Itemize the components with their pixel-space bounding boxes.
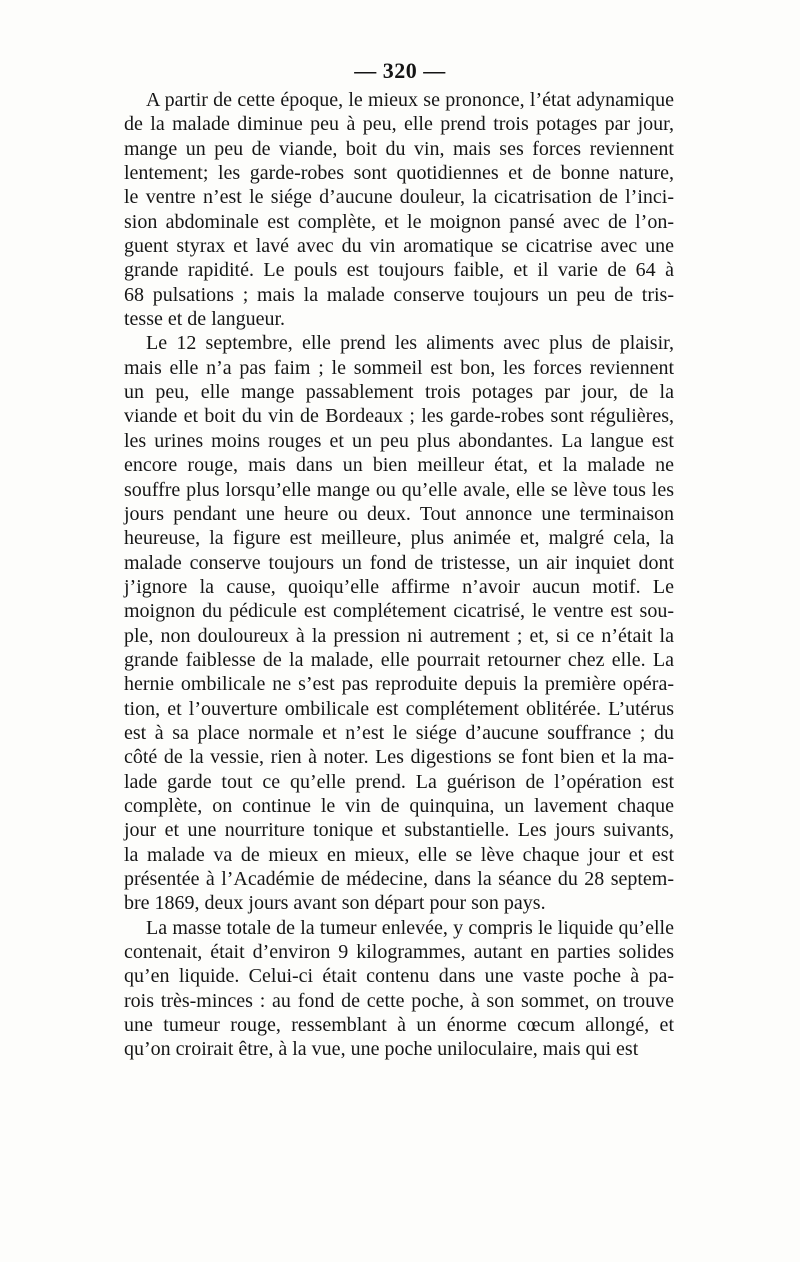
paragraph <box>124 916 674 1062</box>
text-line: souffre plus lorsqu’elle mange ou qu’elle avale, elle se lève tous les <box>124 478 674 501</box>
text-line: Le 12 septembre, elle prend les aliments avec plus de plaisir, <box>146 332 674 355</box>
text-line: lade garde tout ce qu’elle prend. La guérison de l’opération est <box>124 770 674 793</box>
paragraph-container <box>124 88 674 1062</box>
text-line: encore rouge, mais dans un bien meilleur état, et la malade ne <box>124 454 674 477</box>
paragraph <box>124 331 674 915</box>
text-line: les urines moins rouges et un peu plus abondantes. La langue est <box>124 429 674 452</box>
text-line: bre 1869, deux jours avant son départ pour son pays. <box>124 892 546 915</box>
text-line: côté de la vessie, rien à noter. Les digestions se font bien et la ma- <box>124 746 674 769</box>
text-line: de la malade diminue peu à peu, elle prend trois potages par jour, <box>124 113 674 136</box>
paragraph <box>124 88 674 331</box>
text-line: la malade va de mieux en mieux, elle se lève chaque jour et est <box>124 843 674 866</box>
text-line: contenait, était d’environ 9 kilogrammes, autant en parties solides <box>124 941 674 964</box>
text-line: complète, on continue le vin de quinquina, un lavement chaque <box>124 794 674 817</box>
text-line: tion, et l’ouverture ombilicale est complétement oblitérée. L’utérus <box>124 697 674 720</box>
text-line: hernie ombilicale ne s’est pas reproduite depuis la première opéra- <box>124 673 674 696</box>
text-line: jours pendant une heure ou deux. Tout annonce une terminaison <box>124 502 674 525</box>
text-line: rois très-minces : au fond de cette poche, à son sommet, on trouve <box>124 989 674 1012</box>
text-line: heureuse, la figure est meilleure, plus animée et, malgré cela, la <box>124 527 674 550</box>
page-number: — 320 — <box>354 58 446 83</box>
text-line: tesse et de langueur. <box>124 308 286 331</box>
text-line: viande et boit du vin de Bordeaux ; les garde-robes sont régulières, <box>124 405 674 428</box>
text-line: sion abdominale est complète, et le moignon pansé avec de l’on- <box>124 210 674 233</box>
text-line: qu’on croirait être, à la vue, une poche uniloculaire, mais qui est <box>124 1038 639 1061</box>
text-line: une tumeur rouge, ressemblant à un énorme cœcum allongé, et <box>124 1014 674 1037</box>
text-line: mange un peu de viande, boit du vin, mais ses forces reviennent <box>124 137 674 160</box>
text-line: le ventre n’est le siége d’aucune douleur, la cicatrisation de l’inci- <box>124 186 674 209</box>
text-line: La masse totale de la tumeur enlevée, y compris le liquide qu’elle <box>146 916 674 939</box>
text-line: malade conserve toujours un fond de tristesse, un air inquiet dont <box>124 551 674 574</box>
text-line: jour et une nourriture tonique et substantielle. Les jours suivants, <box>124 819 674 842</box>
text-line: 68 pulsations ; mais la malade conserve toujours un peu de tris- <box>124 283 674 306</box>
text-line: A partir de cette époque, le mieux se prononce, l’état adynamique <box>146 89 674 111</box>
text-line: grande faiblesse de la malade, elle pourrait retourner chez elle. La <box>124 648 674 671</box>
text-line: qu’en liquide. Celui-ci était contenu dans une vaste poche à pa- <box>124 965 674 988</box>
text-line: présentée à l’Académie de médecine, dans la séance du 28 septem- <box>124 868 674 890</box>
text-line: guent styrax et lavé avec du vin aromatique se cicatrise avec une <box>124 235 674 258</box>
text-line: ple, non douloureux à la pression ni autrement ; et, si ce n’était la <box>124 624 674 647</box>
text-line: est à sa place normale et n’est le siége d’aucune souffrance ; du <box>124 721 674 744</box>
text-line: un peu, elle mange passablement trois potages par jour, de la <box>124 381 674 404</box>
text-line: mais elle n’a pas faim ; le sommeil est bon, les forces reviennent <box>124 356 674 379</box>
text-line: lentement; les garde-robes sont quotidiennes et de bonne nature, <box>124 162 674 185</box>
body-text <box>124 88 674 1062</box>
text-line: moignon du pédicule est complétement cicatrisé, le ventre est sou- <box>124 600 674 623</box>
text-line: j’ignore la cause, quoiqu’elle affirme n’avoir aucun motif. Le <box>124 575 674 598</box>
text-line: grande rapidité. Le pouls est toujours faible, et il varie de 64 à <box>124 259 674 282</box>
